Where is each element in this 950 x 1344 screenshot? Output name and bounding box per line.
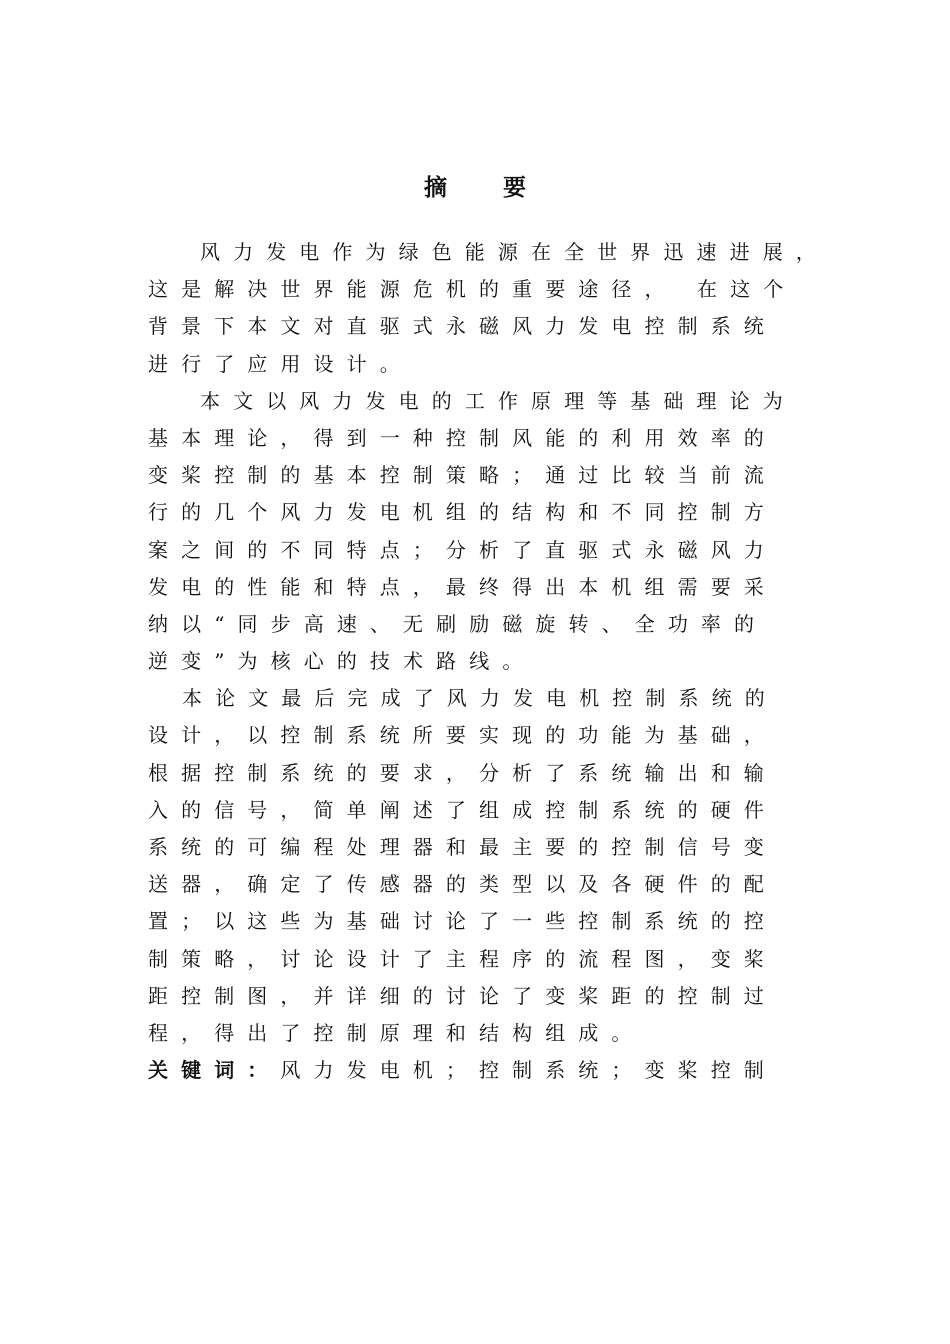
abstract-title: 摘 要: [423, 175, 550, 201]
paragraph-3-line-1: 本论文最后完成了风力发电机控制系统的: [182, 686, 778, 711]
paragraph-2-line-6: 发电的性能和特点，最终得出本机组需要采: [148, 574, 777, 599]
keywords-label: 关键词：: [148, 1058, 281, 1083]
paragraph-2-line-5: 案之间的不同特点；分析了直驱式永磁风力: [148, 537, 777, 562]
paragraph-3-line-6: 送器，确定了传感器的类型以及各硬件的配: [148, 872, 777, 897]
paragraph-3-line-7: 置；以这些为基础讨论了一些控制系统的控: [148, 909, 777, 934]
paragraph-3-line-3: 根据控制系统的要求，分析了系统输出和输: [148, 760, 777, 785]
paragraph-1-line-2: 这是解决世界能源危机的重要途径， 在这个: [148, 277, 797, 302]
paragraph-3-line-4: 入的信号，简单阐述了组成控制系统的硬件: [148, 797, 777, 822]
paragraph-1-line-3: 背景下本文对直驱式永磁风力发电控制系统: [148, 314, 777, 339]
paragraph-2-line-8: 逆变”为核心的技术路线。: [148, 649, 536, 674]
paragraph-3-line-2: 设计，以控制系统所要实现的功能为基础，: [148, 723, 777, 748]
paragraph-3-line-5: 系统的可编程处理器和最主要的控制信号变: [148, 835, 777, 859]
keywords-value: 风力发电机；控制系统；变桨控制: [280, 1058, 777, 1083]
paragraph-3-line-10: 程，得出了控制原理和结构组成。: [148, 1020, 645, 1045]
paragraph-3-line-9: 距控制图，并详细的讨论了变桨距的控制过: [148, 983, 777, 1008]
paragraph-2-line-4: 行的几个风力发电机组的结构和不同控制方: [148, 500, 777, 525]
paragraph-2-line-1: 本文以风力发电的工作原理等基础理论为: [200, 388, 796, 413]
abstract-body: [148, 234, 828, 1089]
keywords-line: [148, 1052, 828, 1089]
paragraph-3-line-8: 制策略，讨论设计了主程序的流程图，变桨: [148, 946, 777, 971]
paragraph-1-line-1: 风力发电作为绿色能源在全世界迅速进展，: [200, 240, 829, 264]
paragraph-2-line-7: 纳以“同步高速、无刷励磁旋转、全功率的: [148, 611, 768, 636]
paragraph-2-line-3: 变桨控制的基本控制策略；通过比较当前流: [148, 463, 777, 488]
paragraph-1-line-4: 进行了应用设计。: [148, 351, 413, 376]
paragraph-2-line-2: 基本理论，得到一种控制风能的利用效率的: [148, 425, 777, 450]
